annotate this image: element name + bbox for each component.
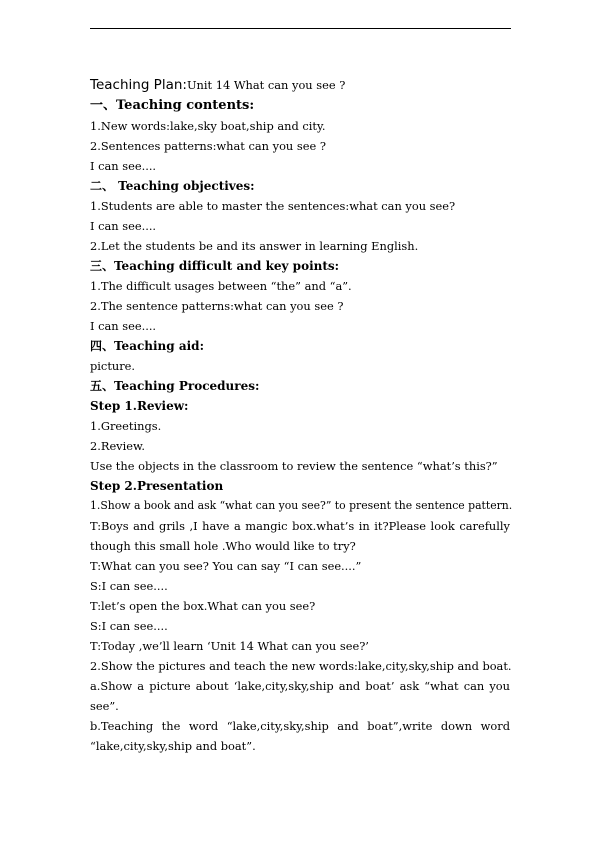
header-rule bbox=[90, 28, 511, 29]
text-line: b.Teaching the word “lake,city,sky,ship and boat”,write down word bbox=[90, 719, 510, 733]
text-line: Use the objects in the classroom to review the sentence “what’s this?” bbox=[90, 459, 498, 473]
text-line: 2.Sentences patterns:what can you see ? bbox=[90, 139, 326, 153]
text-line: 1.The difficult usages between “the” and “a”. bbox=[90, 279, 352, 293]
text-line: “lake,city,sky,ship and boat”. bbox=[90, 739, 256, 753]
section-heading: 二、 Teaching objectives: bbox=[90, 179, 255, 193]
text-line: though this small hole .Who would like to try? bbox=[90, 539, 356, 553]
text-line: T:Today ,we’ll learn ‘Unit 14 What can you see?’ bbox=[90, 639, 369, 653]
text-line: T:let’s open the box.What can you see? bbox=[90, 599, 316, 613]
text-line: see”. bbox=[90, 699, 119, 713]
section-heading: 四、Teaching aid: bbox=[90, 339, 205, 353]
text-line: S:I can see.... bbox=[90, 619, 168, 633]
text-line: 1.New words:lake,sky boat,ship and city. bbox=[90, 119, 326, 133]
text-line: 1.Students are able to master the sentences:what can you see? bbox=[90, 199, 456, 213]
text-line: picture. bbox=[90, 359, 136, 373]
document-body bbox=[90, 74, 513, 756]
title-subtitle: Unit 14 What can you see ? bbox=[186, 78, 346, 92]
text-line: a.Show a picture about ‘lake,city,sky,ship and boat’ ask “what can you bbox=[90, 679, 510, 693]
title-main: Teaching Plan: bbox=[90, 77, 187, 93]
text-line: T:Boys and grils ,I have a mangic box.what’s in it?Please look carefully bbox=[90, 519, 510, 533]
text-line: 2.Let the students be and its answer in learning English. bbox=[90, 239, 419, 253]
document-lines bbox=[90, 96, 513, 756]
text-line: 2.Review. bbox=[90, 439, 146, 453]
text-line: S:I can see.... bbox=[90, 579, 168, 593]
section-heading: 三、Teaching difficult and key points: bbox=[90, 259, 340, 273]
text-line: T:What can you see? You can say “I can see....” bbox=[90, 559, 362, 573]
section-heading: Step 2.Presentation bbox=[90, 479, 224, 493]
text-line: I can see.... bbox=[90, 219, 157, 233]
section-heading: 五、Teaching Procedures: bbox=[90, 379, 260, 393]
text-line: 2.The sentence patterns:what can you see ? bbox=[90, 299, 344, 313]
text-line: 1.Greetings. bbox=[90, 419, 162, 433]
text-line: I can see.... bbox=[90, 159, 157, 173]
text-line: 1.Show a book and ask “what can you see?” to present the sentence pattern. bbox=[90, 499, 513, 512]
section-heading: 一、Teaching contents: bbox=[90, 98, 255, 113]
text-line: 2.Show the pictures and teach the new words:lake,city,sky,ship and boat. bbox=[90, 659, 512, 673]
document-title bbox=[90, 74, 510, 96]
text-line: I can see.... bbox=[90, 319, 157, 333]
section-heading: Step 1.Review: bbox=[90, 399, 189, 413]
